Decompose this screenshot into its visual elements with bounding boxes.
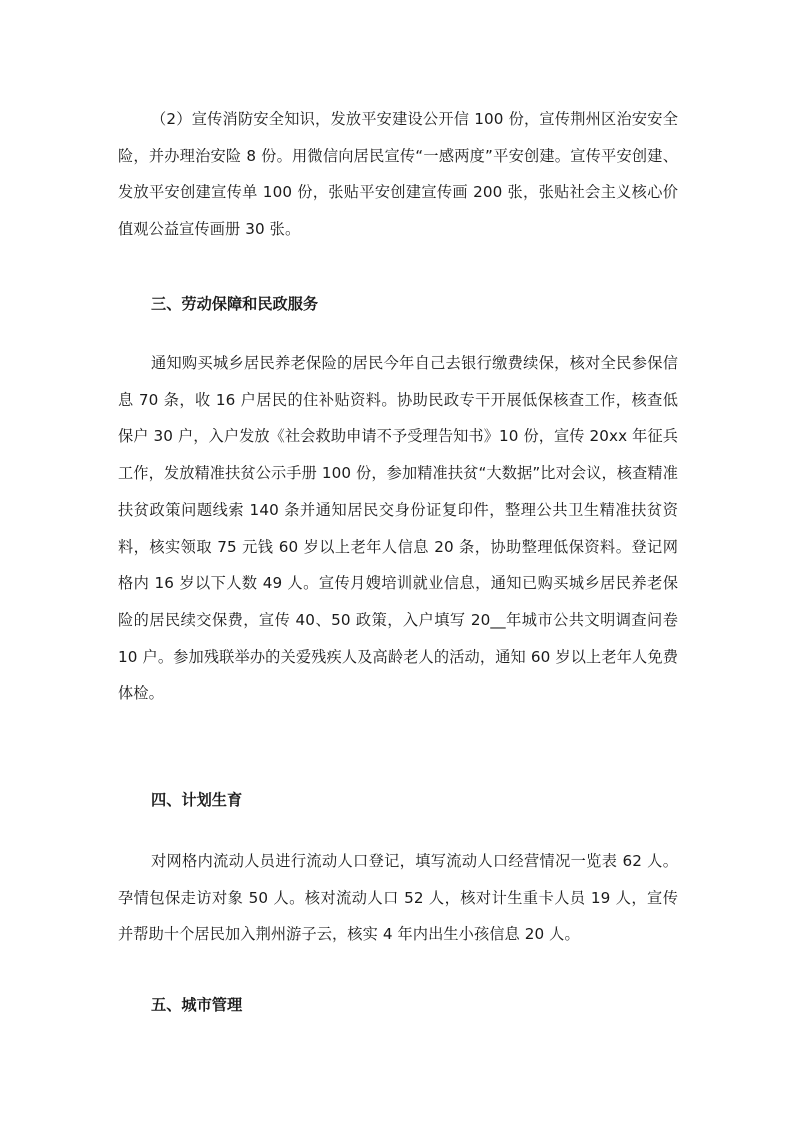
section-heading-labor-civil-affairs: 三、劳动保障和民政服务 (151, 295, 319, 313)
section-heading-city-management: 五、城市管理 (151, 996, 243, 1014)
paragraph-labor-civil-affairs: 通知购买城乡居民养老保险的居民今年自己去银行缴费续保，核对全民参保信息 70 条，收 16 户居民的住补贴资料。协助民政专干开展低保核查工作，核查低保户 30 户，入户发放《社会救助申请不予受理告知书》10 份，宣传 20xx 年征兵工作，发放精准扶贫公示手册 100 份，参加精准扶贫“大数据”比对会议，核查精准扶贫政策问题线索 140 条并通知居民交身份证复印件，整理公共卫生精准扶贫资料，核实领取 75 元钱 60 岁以上老年人信息 20 条，协助整理低保资料。登记网格内 16 岁以下人数 49 人。宣传月嫂培训就业信息，通知已购买城乡居民养老保险的居民续交保费，宣传 40、50 政策，入户填写 20__年城市公共文明调查问卷 10 户。参加残联举办的关爱残疾人及高龄老人的活动，通知 60 岁以上老年人免费体检。 (118, 354, 679, 703)
paragraph-publicity-safety: （2）宣传消防安全知识，发放平安建设公开信 100 份，宣传荆州区治安安全险，并办理治安险 8 份。用微信向居民宣传“一感两度”平安创建。宣传平安创建、发放平安创建宣传单 100 份，张贴平安创建宣传画 200 张，张贴社会主义核心价值观公益宣传画册 30 张。 (118, 110, 678, 239)
section-heading-family-planning: 四、计划生育 (151, 791, 243, 809)
paragraph-family-planning: 对网格内流动人员进行流动人口登记，填写流动人口经营情况一览表 62 人。孕情包保走访对象 50 人。核对流动人口 52 人，核对计生重卡人员 19 人，宣传并帮助十个居民加入荆州游子云，核实 4 年内出生小孩信息 20 人。 (118, 852, 678, 944)
